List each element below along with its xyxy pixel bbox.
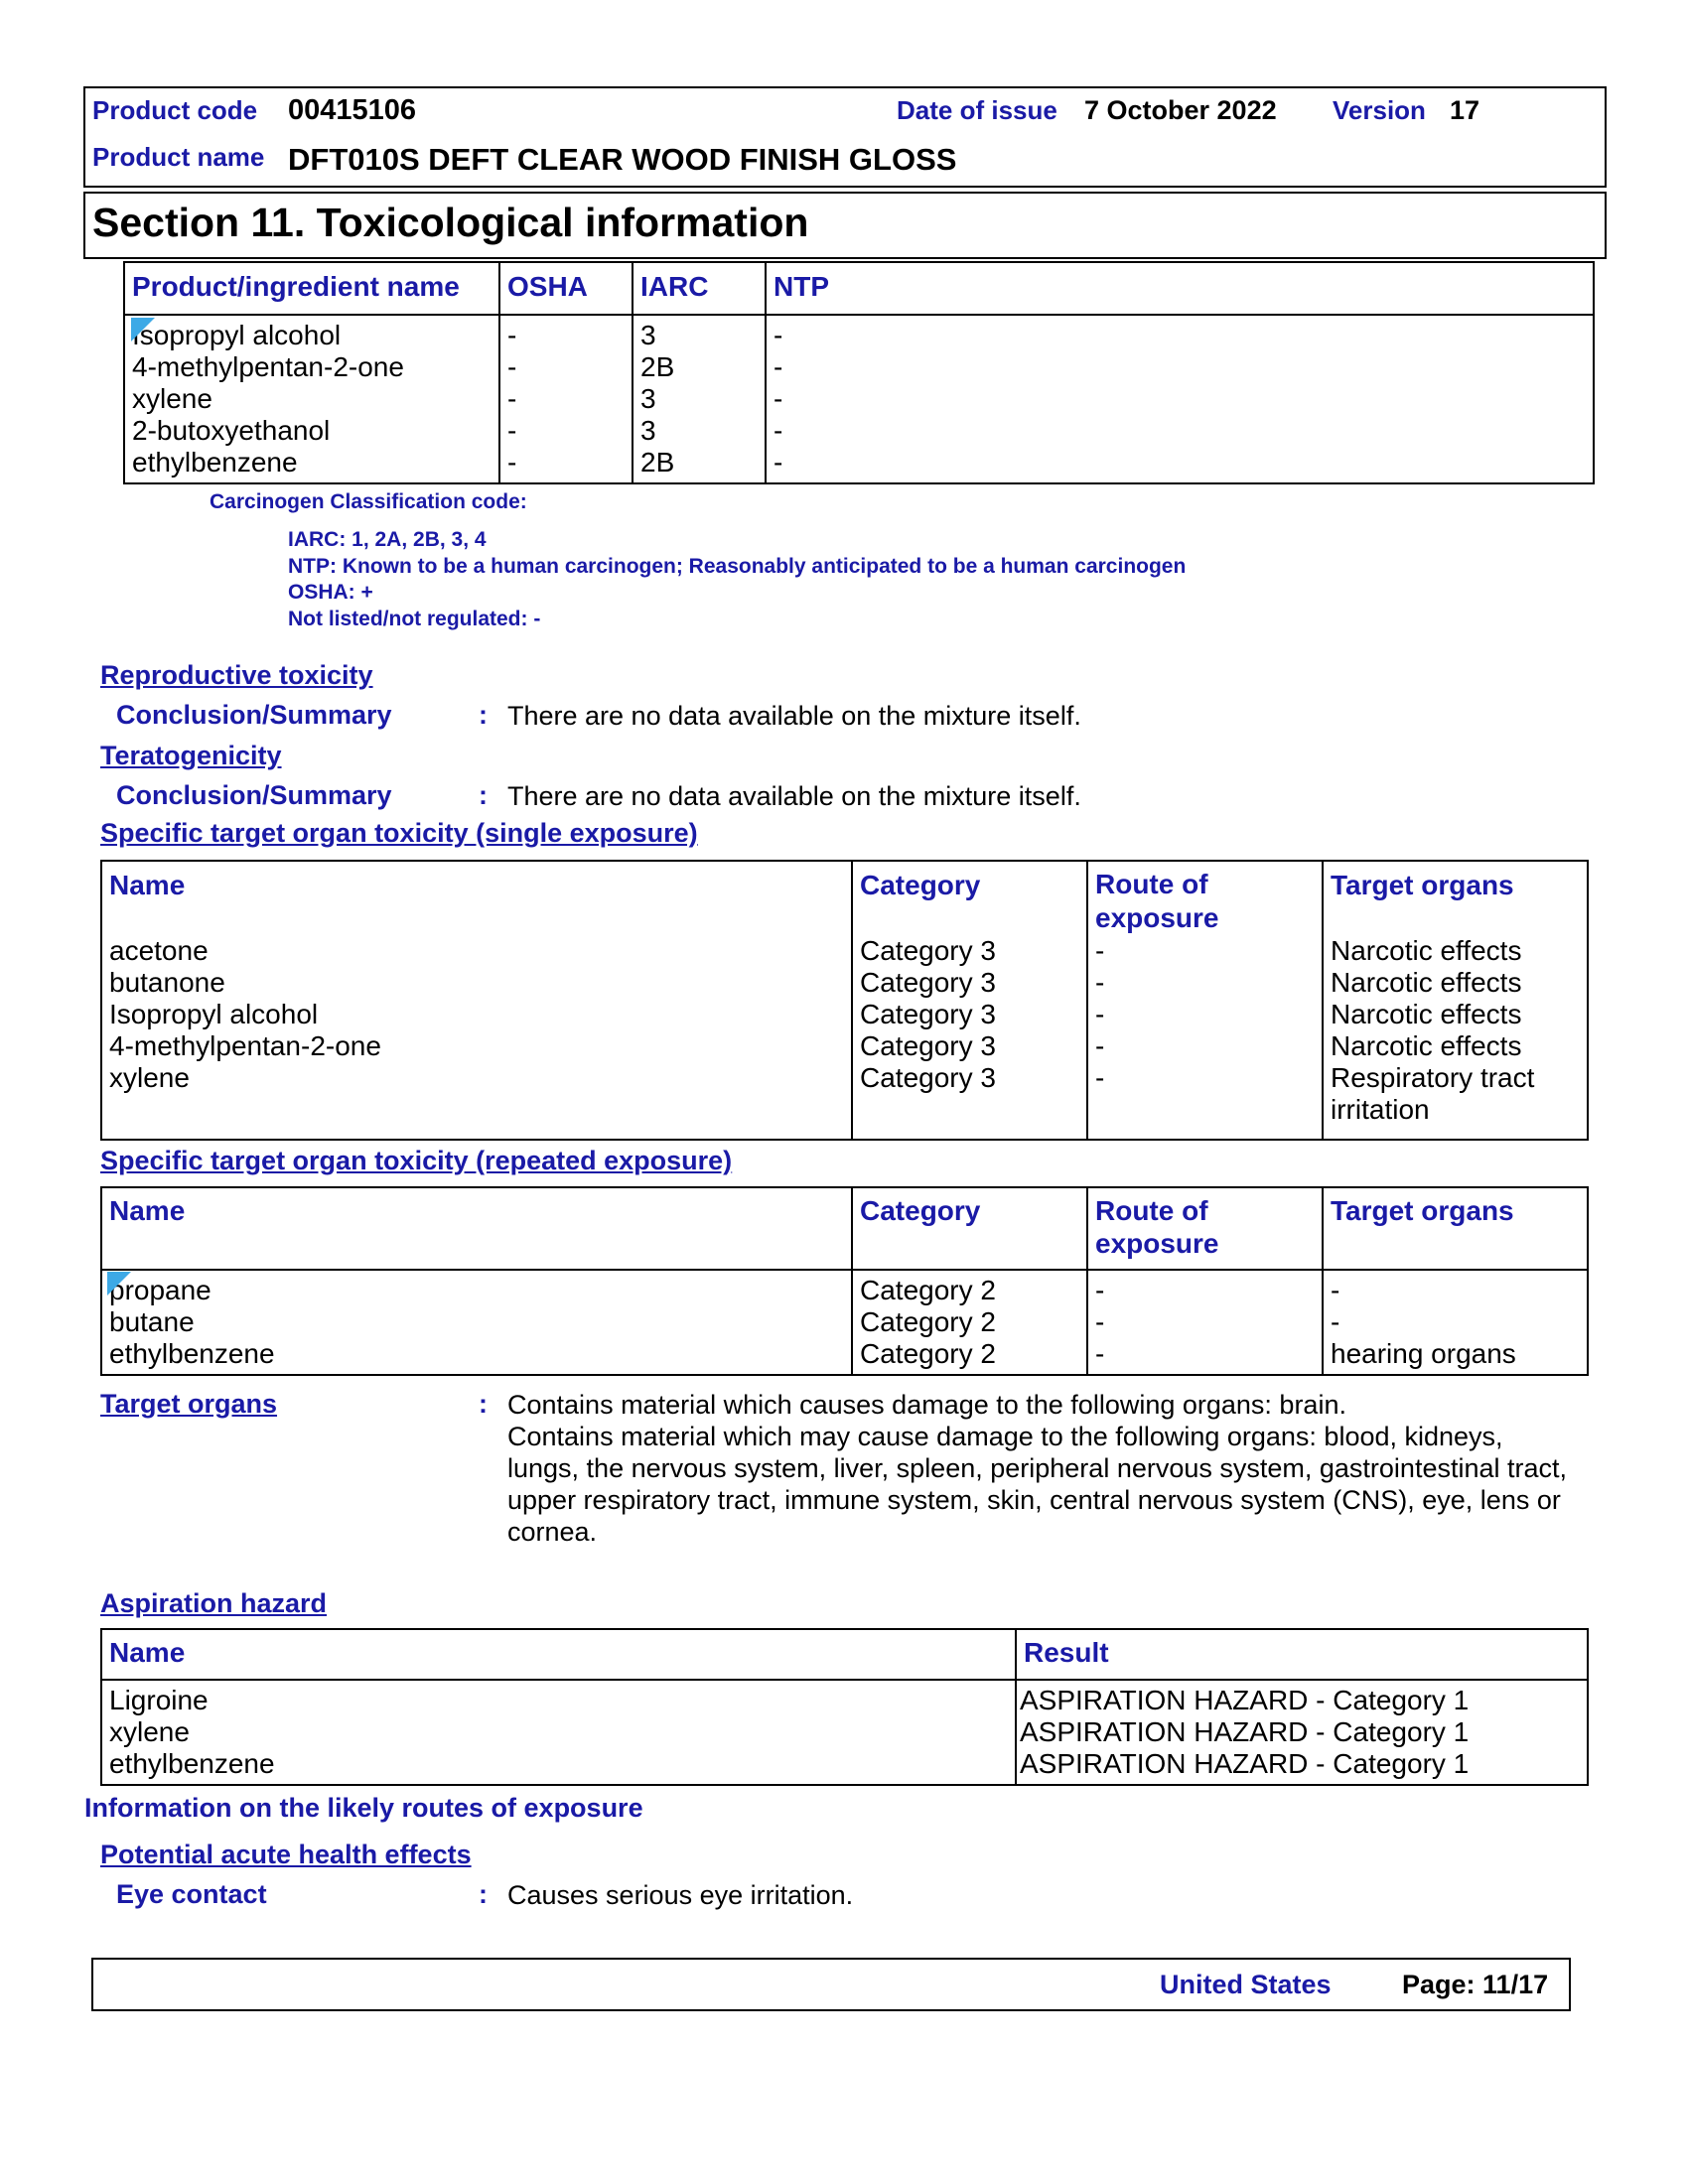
target-organs-line-1: Contains material which causes damage to the following organs: brain. <box>507 1390 1346 1420</box>
stot-repeated-route-col: - - - <box>1087 1270 1323 1375</box>
target-organs-heading: Target organs <box>100 1389 278 1419</box>
stot-repeated-category-col: Category 2 Category 2 Category 2 <box>852 1270 1087 1375</box>
carcinogen-code-iarc: IARC: 1, 2A, 2B, 3, 4 <box>288 528 487 551</box>
teratogenicity-heading: Teratogenicity <box>100 741 282 770</box>
section-title: Section 11. Toxicological information <box>92 200 809 245</box>
carcinogen-code-not-listed: Not listed/not regulated: - <box>288 608 541 630</box>
product-name-label: Product name <box>92 142 265 172</box>
teratogenicity-summary-text: There are no data available on the mixture itself. <box>507 781 1081 811</box>
table-row: ethylbenzene <box>109 1748 275 1779</box>
table-row: Isopropyl alcohol <box>109 999 319 1029</box>
stot-repeated-table <box>100 1186 1589 1376</box>
routes-of-exposure-heading: Information on the likely routes of exposure <box>84 1793 643 1823</box>
col-header-name: Name <box>101 1629 1016 1680</box>
col-header-iarc: IARC <box>633 262 766 315</box>
col-header-osha: OSHA <box>499 262 633 315</box>
eye-contact-text: Causes serious eye irritation. <box>507 1880 854 1910</box>
col-header-route: Route of <box>1095 869 1208 899</box>
stot-single-target-col: Target organs Narcotic effects Narcotic effects Narcotic effects Narcotic effects Respiratory tract irritation <box>1323 861 1588 1140</box>
product-name-value: DFT010S DEFT CLEAR WOOD FINISH GLOSS <box>288 142 957 177</box>
col-header-target: Target organs <box>1331 870 1514 900</box>
footer-country: United States <box>1160 1970 1332 1999</box>
product-code-value: 00415106 <box>288 94 417 126</box>
footer-page-number: Page: 11/17 <box>1402 1970 1549 1999</box>
table-row: xylene <box>109 1716 190 1747</box>
version-value: 17 <box>1450 95 1480 125</box>
eye-contact-label: Eye contact <box>116 1879 267 1909</box>
osha-cell: - - - - - <box>499 315 633 483</box>
carcinogen-code-osha: OSHA: + <box>288 581 373 604</box>
date-of-issue-value: 7 October 2022 <box>1084 95 1277 125</box>
table-row: 4-methylpentan-2-one <box>132 351 404 382</box>
stot-repeated-heading: Specific target organ toxicity (repeated exposure) <box>100 1146 733 1175</box>
col-header-ingredient: Product/ingredient name <box>124 262 499 315</box>
carcinogen-code-ntp: NTP: Known to be a human carcinogen; Reasonably anticipated to be a human carcinogen <box>288 555 1187 578</box>
annotation-flag-icon <box>131 318 155 341</box>
ingredient-cell <box>124 315 499 483</box>
table-row: Ligroine <box>109 1685 209 1715</box>
table-row: 2-butoxyethanol <box>132 415 331 446</box>
aspiration-name-col <box>101 1680 1016 1785</box>
col-header-target: Target organs <box>1323 1187 1588 1270</box>
page-footer-box <box>91 1958 1571 2011</box>
reproductive-colon: : <box>479 700 488 730</box>
col-header-name: Name <box>101 1187 852 1270</box>
carcinogen-code-title: Carcinogen Classification code: <box>210 490 527 513</box>
table-row: Isopropyl alcohol <box>132 320 342 350</box>
col-header-category: Category <box>860 870 981 900</box>
iarc-cell: 3 2B 3 3 2B <box>633 315 766 483</box>
table-row: ethylbenzene <box>132 447 298 478</box>
col-header-category: Category <box>852 1187 1087 1270</box>
table-row: propane <box>109 1275 211 1305</box>
stot-single-heading: Specific target organ toxicity (single exposure) <box>100 818 698 848</box>
date-of-issue-label: Date of issue <box>897 95 1057 125</box>
col-header-name: Name <box>109 870 186 900</box>
table-row: xylene <box>132 383 212 414</box>
aspiration-table <box>100 1628 1589 1786</box>
version-label: Version <box>1333 95 1426 125</box>
acute-effects-heading: Potential acute health effects <box>100 1840 472 1869</box>
stot-repeated-name-col <box>101 1270 852 1375</box>
target-organs-line-2: Contains material which may cause damage to the following organs: blood, kidneys, lungs, the nervous system, liver, spleen, peripheral nervous system, gastrointestinal tract, upper respiratory tract, immune system, skin, central nervous system (CNS), eye, lens or cornea. <box>507 1422 1568 1547</box>
table-row: 4-methylpentan-2-one <box>109 1030 381 1061</box>
col-header-result: Result <box>1016 1629 1588 1680</box>
table-row: xylene <box>109 1062 190 1093</box>
carcinogen-table <box>123 261 1595 484</box>
stot-single-name-col <box>101 861 852 1140</box>
table-row: ethylbenzene <box>109 1338 275 1369</box>
eye-contact-colon: : <box>479 1879 488 1909</box>
reproductive-summary-text: There are no data available on the mixture itself. <box>507 701 1081 731</box>
target-organs-colon: : <box>479 1389 488 1419</box>
col-header-route: Route of exposure <box>1087 1187 1323 1270</box>
annotation-flag-icon <box>107 1272 131 1296</box>
aspiration-result-col: ASPIRATION HAZARD - Category 1 ASPIRATION HAZARD - Category 1 ASPIRATION HAZARD - Category 1 <box>1016 1680 1588 1785</box>
table-row: butanone <box>109 967 225 998</box>
target-organs-text <box>507 1389 1580 1548</box>
reproductive-toxicity-heading: Reproductive toxicity <box>100 660 373 690</box>
ntp-cell: - - - - - <box>766 315 1594 483</box>
product-code-label: Product code <box>92 95 258 125</box>
table-row: acetone <box>109 935 209 966</box>
stot-repeated-target-col: - - hearing organs <box>1323 1270 1588 1375</box>
table-row: butane <box>109 1306 195 1337</box>
teratogenicity-colon: : <box>479 780 488 810</box>
stot-single-category-col: Category Category 3 Category 3 Category 3 Category 3 Category 3 <box>852 861 1087 1140</box>
col-header-ntp: NTP <box>766 262 1594 315</box>
stot-single-route-col: Route of exposure - - - - - <box>1087 861 1323 1140</box>
reproductive-summary-label: Conclusion/Summary <box>116 700 392 730</box>
stot-single-table <box>100 860 1589 1141</box>
aspiration-hazard-heading: Aspiration hazard <box>100 1588 328 1618</box>
teratogenicity-summary-label: Conclusion/Summary <box>116 780 392 810</box>
